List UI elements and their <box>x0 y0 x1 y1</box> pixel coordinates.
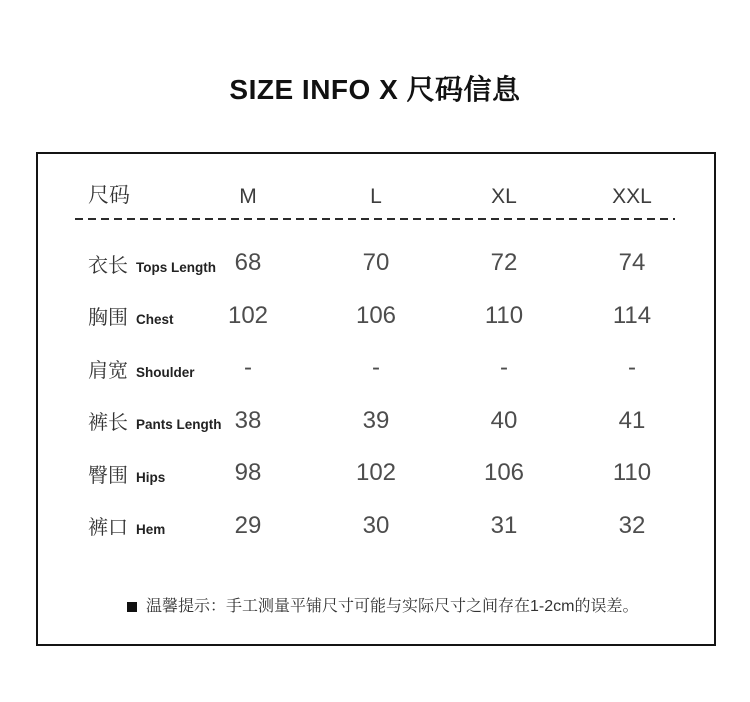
measure-name-cn: 裤口 <box>88 517 128 540</box>
measure-value: 98 <box>234 459 262 487</box>
measure-value: 31 <box>490 511 518 539</box>
note-text: 温馨提示：手工测量平铺尺寸可能与实际尺寸之间存在1-2cm的误差。 <box>146 598 639 615</box>
measure-label <box>88 511 184 540</box>
measure-value: 110 <box>612 459 652 487</box>
size-table-row <box>38 237 714 290</box>
size-table-row <box>38 395 714 448</box>
measure-value: 39 <box>362 406 390 434</box>
measure-name-en: Hips <box>136 469 166 485</box>
note <box>38 596 714 618</box>
size-table-body <box>38 237 714 552</box>
measure-label <box>88 249 216 278</box>
measure-value: 41 <box>618 406 646 434</box>
header-size-xl: XL <box>491 185 517 208</box>
size-table-row <box>38 500 714 553</box>
measure-name-cn: 裤长 <box>88 412 128 435</box>
measure-value: 106 <box>483 459 525 487</box>
measure-value: 70 <box>362 249 390 277</box>
measure-name-en: Tops Length <box>136 259 216 275</box>
measure-value: 72 <box>490 249 518 277</box>
size-table-row <box>38 447 714 500</box>
measure-value: 30 <box>362 511 390 539</box>
measure-value: 38 <box>234 406 262 434</box>
measure-value: 74 <box>618 249 646 277</box>
measure-name-en: Pants Length <box>136 417 222 433</box>
header-size-label: 尺码 <box>88 184 130 207</box>
dashed-divider <box>75 218 675 220</box>
measure-value: - <box>500 354 508 382</box>
measure-value: 29 <box>234 511 262 539</box>
header-size-l: L <box>370 185 382 208</box>
page-title: SIZE INFO X 尺码信息 <box>229 74 521 105</box>
note-bullet-icon <box>127 602 137 612</box>
measure-name-cn: 臀围 <box>88 464 128 487</box>
measure-value: 40 <box>490 406 518 434</box>
header-size-xxl: XXL <box>612 185 652 208</box>
measure-value: 32 <box>618 511 646 539</box>
header-size-m: M <box>239 185 257 208</box>
measure-name-cn: 肩宽 <box>88 359 128 382</box>
measure-value: 110 <box>484 301 524 329</box>
size-table-frame <box>36 152 716 646</box>
measure-label <box>88 354 195 383</box>
measure-name-cn: 衣长 <box>88 254 128 277</box>
measure-name-cn: 胸围 <box>88 307 128 330</box>
measure-value: 102 <box>227 301 269 329</box>
measure-label <box>88 301 184 330</box>
measure-value: - <box>372 354 380 382</box>
size-table-row <box>38 290 714 343</box>
measure-value: 102 <box>355 459 397 487</box>
measure-value: 114 <box>612 301 652 329</box>
measure-name-en: Shoulder <box>136 364 195 380</box>
measure-label <box>88 406 222 435</box>
measure-name-en: Hem <box>136 522 166 538</box>
size-table-row <box>38 342 714 395</box>
measure-name-en: Chest <box>136 312 174 328</box>
measure-value: - <box>628 354 636 382</box>
measure-value: 68 <box>234 249 262 277</box>
size-table-header <box>38 154 714 218</box>
measure-value: - <box>244 354 252 382</box>
measure-value: 106 <box>355 301 397 329</box>
measure-label <box>88 459 184 488</box>
